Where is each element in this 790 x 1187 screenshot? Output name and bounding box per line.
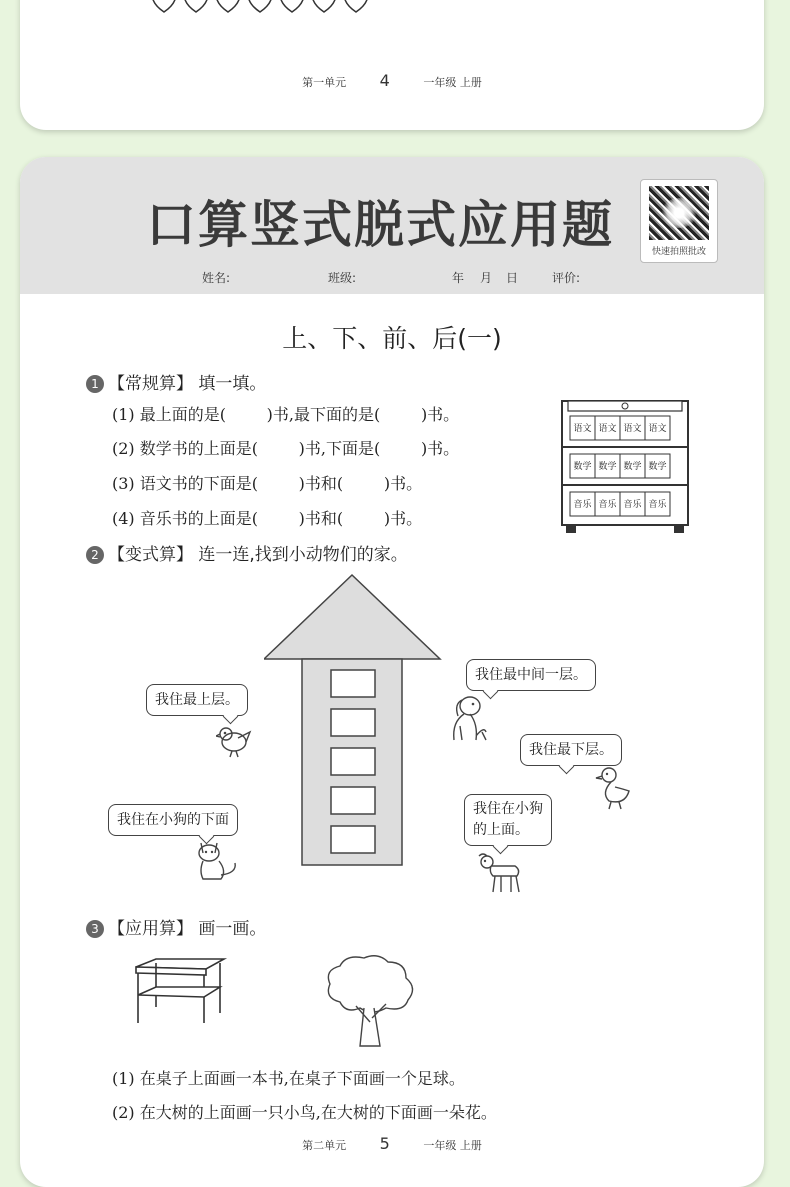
q2-number-badge: 2 xyxy=(86,546,104,564)
worksheet-page-card xyxy=(20,157,764,1187)
previous-page-card xyxy=(20,0,764,130)
page-footer-4 xyxy=(20,71,764,90)
page-footer-5 xyxy=(20,1134,764,1153)
bubble-text-dog: 我住最中间一层。 xyxy=(475,667,587,683)
footer-page-number: 4 xyxy=(379,71,390,90)
bubble-text-goat-2: 的上面。 xyxy=(473,822,529,838)
apartment-building-illustration xyxy=(264,573,444,868)
shelf-book-label: 语文 xyxy=(598,424,617,434)
footer-page-number: 5 xyxy=(379,1134,390,1153)
q3-prompt: 画一画。 xyxy=(198,919,267,939)
q1-line-2: (2) 数学书的上面是( )书,下面是( )书。 xyxy=(112,439,460,458)
shelf-book-label: 数学 xyxy=(623,462,642,472)
q1-line-1: (1) 最上面的是( )书,最下面的是( )书。 xyxy=(112,405,460,424)
q3-heading xyxy=(86,914,266,939)
month-label: 月 xyxy=(480,271,493,285)
heart-row-icon xyxy=(148,0,378,16)
q3-number-badge: 3 xyxy=(86,920,104,938)
speech-bubble-cat xyxy=(108,804,238,836)
shelf-book-label: 数学 xyxy=(573,462,592,472)
qr-code-icon xyxy=(649,186,709,240)
class-label: 班级: xyxy=(328,271,357,285)
speech-bubble-bird xyxy=(146,684,248,716)
q1-prompt: 填一填。 xyxy=(198,374,267,394)
section-title: 上、下、前、后(一) xyxy=(282,324,502,353)
floor-window-2[interactable] xyxy=(331,787,375,814)
q1-line-4: (4) 音乐书的上面是( )书和( )书。 xyxy=(112,509,423,528)
day-label: 日 xyxy=(506,271,519,285)
floor-window-4[interactable] xyxy=(331,709,375,736)
bubble-text-cat: 我住在小狗的下面 xyxy=(117,812,229,828)
dog-icon[interactable] xyxy=(442,692,490,744)
footer-grade: 一年级 上册 xyxy=(423,76,482,89)
footer-grade: 一年级 上册 xyxy=(423,1139,482,1152)
q2-prompt: 连一连,找到小动物们的家。 xyxy=(198,545,408,565)
floor-window-3[interactable] xyxy=(331,748,375,775)
table-illustration[interactable] xyxy=(132,957,228,1027)
shelf-book-label: 音乐 xyxy=(598,500,617,510)
footer-unit: 第一单元 xyxy=(302,76,347,89)
floor-window-5[interactable] xyxy=(331,670,375,697)
shelf-book-label: 语文 xyxy=(573,424,592,434)
q3-line-1: (1) 在桌子上面画一本书,在桌子下面画一个足球。 xyxy=(112,1069,465,1088)
speech-bubble-duck xyxy=(520,734,622,766)
shelf-book-label: 音乐 xyxy=(623,500,642,510)
floor-window-1[interactable] xyxy=(331,826,375,853)
qr-caption: 快速拍照批改 xyxy=(651,247,706,257)
q1-heading xyxy=(86,369,266,394)
cat-icon[interactable] xyxy=(193,837,241,883)
speech-bubble-dog xyxy=(466,659,596,691)
qr-code-box[interactable] xyxy=(640,179,718,263)
footer-unit: 第二单元 xyxy=(302,1139,347,1152)
q3-tag: 【应用算】 xyxy=(108,919,193,939)
shelf-book-label: 语文 xyxy=(623,424,642,434)
q1-tag: 【常规算】 xyxy=(108,374,193,394)
goat-icon[interactable] xyxy=(475,850,525,896)
shelf-book-label: 语文 xyxy=(648,424,667,434)
q2-tag: 【变式算】 xyxy=(108,545,193,565)
tree-illustration[interactable] xyxy=(320,952,420,1052)
shelf-book-label: 音乐 xyxy=(648,500,667,510)
bubble-text-duck: 我住最下层。 xyxy=(529,742,613,758)
q3-line-2: (2) 在大树的上面画一只小鸟,在大树的下面画一朵花。 xyxy=(112,1103,497,1122)
name-label: 姓名: xyxy=(202,271,231,285)
bird-icon[interactable] xyxy=(216,724,256,760)
q2-heading xyxy=(86,540,408,565)
bubble-text-bird: 我住最上层。 xyxy=(155,692,239,708)
eval-label: 评价: xyxy=(552,271,581,285)
q1-number-badge: 1 xyxy=(86,375,104,393)
page-title: 口算竖式脱式应用题 xyxy=(146,196,614,254)
shelf-book-label: 数学 xyxy=(648,462,667,472)
bubble-text-goat-1: 我住在小狗 xyxy=(473,801,543,817)
shelf-book-label: 数学 xyxy=(598,462,617,472)
bookshelf-illustration xyxy=(558,397,692,537)
year-label: 年 xyxy=(452,271,465,285)
speech-bubble-goat xyxy=(464,794,552,846)
shelf-book-label: 音乐 xyxy=(573,500,592,510)
q1-line-3: (3) 语文书的下面是( )书和( )书。 xyxy=(112,474,423,493)
duck-icon[interactable] xyxy=(595,765,635,811)
